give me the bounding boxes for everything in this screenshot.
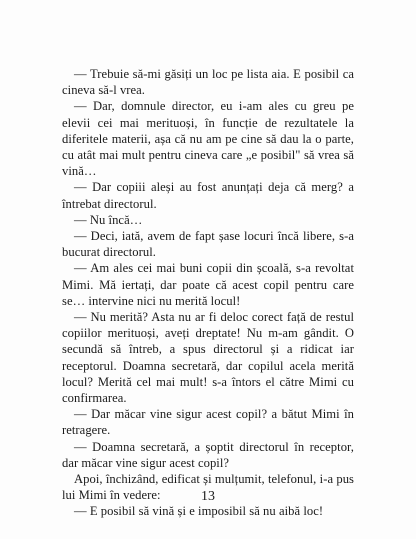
page-number: 13 (201, 489, 215, 504)
paragraph: — Trebuie să-mi găsiți un loc pe lista aia. E posibil ca cineva să-l vrea. (62, 67, 354, 98)
paragraph: Apoi, închizând, edificat și mulțumit, telefonul, i-a pus lui Mimi în vedere: (62, 472, 354, 503)
paragraph: — Dar, domnule director, eu i-am ales cu greu pe elevii cei mai merituoși, în funcție de rezultatele la diferitele materii, așa că nu am pe cine să dau la o parte, cu atât mai mult pentru cineva care „e posibil" să vrea să vină… (62, 99, 354, 179)
paragraph: — Nu merită? Asta nu ar fi deloc corect față de restul copiilor merituoși, aveți dreptate! Nu m-am gândit. O secundă să întreb, a spus directorul și a ridicat iar receptorul. Doamna secretară, dar copilul acela merită locul? Merită cel mai mult! s-a întors el către Mimi cu confirmarea. (62, 310, 354, 406)
paragraph: — Doamna secretară, a șoptit directorul în receptor, dar măcar vine sigur acest copil? (62, 439, 354, 470)
paragraph: — E posibil să vină și e imposibil să nu aibă loc! (74, 504, 324, 519)
paragraph: — Deci, iată, avem de fapt șase locuri încă libere, s-a bucurat directorul. (62, 229, 354, 260)
paragraph: — Dar măcar vine sigur acest copil? a bătut Mimi în retragere. (62, 407, 354, 438)
paragraph: — Am ales cei mai buni copii din școală, s-a revoltat Mimi. Mă iertați, dar poate că acest copil pentru care se… intervine nici nu merită locul! (62, 261, 354, 308)
paragraph: — Nu încă… (74, 212, 143, 227)
paragraph: — Dar copiii aleși au fost anunțați deja că merg? a întrebat directorul. (62, 180, 354, 211)
body-text (62, 66, 354, 520)
